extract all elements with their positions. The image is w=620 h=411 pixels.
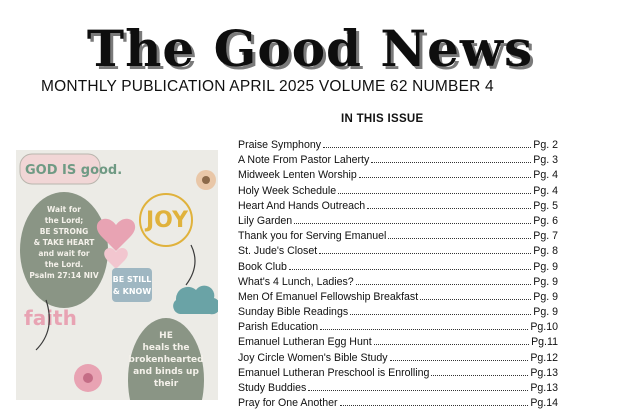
cover-text-line: BE STRONG bbox=[39, 227, 89, 236]
toc-entry bbox=[238, 244, 558, 259]
toc-entry bbox=[238, 275, 558, 290]
toc-entry-page: Pg.13 bbox=[530, 382, 558, 394]
cover-text-line: the Lord. bbox=[44, 260, 84, 269]
toc-entry-page: Pg. 2 bbox=[533, 139, 558, 151]
toc-entry bbox=[238, 153, 558, 168]
toc-entry-title: Heart And Hands Outreach bbox=[238, 199, 366, 212]
toc-entry bbox=[238, 199, 558, 214]
joy-text: JOY bbox=[146, 208, 189, 233]
cover-text-line: and wait for bbox=[38, 249, 90, 258]
toc-entry-page: Pg. 9 bbox=[533, 290, 558, 303]
toc-leader-dots bbox=[319, 244, 531, 254]
toc-leader-dots bbox=[374, 335, 529, 345]
toc-leader-dots bbox=[359, 168, 531, 178]
cover-text-line: heals the bbox=[142, 343, 190, 353]
toc-leader-dots bbox=[356, 275, 532, 285]
toc-leader-dots bbox=[320, 320, 528, 330]
toc-entry-page: Pg.13 bbox=[530, 366, 558, 379]
toc-leader-dots bbox=[420, 290, 531, 300]
toc-entry-title: A Note From Pastor Laherty bbox=[238, 154, 370, 167]
toc-entry-page: Pg. 3 bbox=[533, 154, 558, 167]
toc-leader-dots bbox=[338, 184, 531, 194]
table-of-contents bbox=[238, 138, 558, 411]
toc-entry bbox=[238, 366, 558, 381]
toc-entry-title: Pray for One Another bbox=[238, 397, 338, 410]
toc-entry-page: Pg. 9 bbox=[533, 260, 558, 273]
cover-text-line: brokenhearted bbox=[128, 355, 204, 365]
cover-text-line: their bbox=[153, 379, 179, 389]
toc-leader-dots bbox=[294, 214, 531, 224]
toc-entry-page: Pg. 4 bbox=[533, 184, 558, 197]
toc-entry-page: Pg. 6 bbox=[533, 214, 558, 227]
toc-entry-title: Holy Week Schedule bbox=[238, 184, 337, 197]
toc-entry-title: Emanuel Lutheran Egg Hunt bbox=[238, 336, 372, 349]
toc-leader-dots bbox=[371, 153, 531, 163]
toc-entry bbox=[238, 305, 558, 320]
toc-leader-dots bbox=[431, 366, 528, 376]
publication-line: MONTHLY PUBLICATION APRIL 2025 VOLUME 62 NUMBER 4 bbox=[41, 78, 494, 95]
cover-illustration bbox=[16, 150, 218, 400]
flower-bottom-center bbox=[83, 373, 93, 383]
toc-entry-title: Study Buddies bbox=[238, 382, 307, 394]
masthead bbox=[0, 18, 620, 80]
toc-entry-page: Pg. 5 bbox=[533, 199, 558, 212]
toc-leader-dots bbox=[388, 229, 531, 239]
contents-heading: IN THIS ISSUE bbox=[341, 113, 424, 125]
toc-leader-dots bbox=[340, 396, 529, 406]
toc-entry bbox=[238, 184, 558, 199]
cover-text-line: the Lord; bbox=[44, 216, 84, 225]
cover-text-line: HE bbox=[159, 331, 173, 341]
toc-leader-dots bbox=[323, 138, 531, 148]
toc-entry bbox=[238, 229, 558, 244]
toc-entry-page: Pg. 4 bbox=[533, 169, 558, 182]
toc-entry-title: Midweek Lenten Worship bbox=[238, 169, 357, 182]
flower-top-center bbox=[202, 176, 210, 184]
toc-entry bbox=[238, 396, 558, 411]
toc-leader-dots bbox=[367, 199, 531, 209]
toc-entry bbox=[238, 260, 558, 275]
cover-text-line: BE STILL bbox=[112, 275, 152, 284]
toc-entry-page: Pg.14 bbox=[530, 397, 558, 410]
toc-entry bbox=[238, 351, 558, 366]
toc-entry-title: Men Of Emanuel Fellowship Breakfast bbox=[238, 290, 419, 303]
toc-entry bbox=[238, 290, 558, 305]
cover-text-line: & TAKE HEART bbox=[33, 238, 95, 247]
toc-entry-title: Parish Education bbox=[238, 321, 319, 334]
newsletter-title: The Good News bbox=[86, 19, 534, 78]
toc-entry-title: Lily Garden bbox=[238, 214, 293, 227]
toc-entry-page: Pg. 7 bbox=[533, 230, 558, 243]
toc-entry-page: Pg.12 bbox=[530, 351, 558, 364]
toc-entry-title: St. Jude's Closet bbox=[238, 245, 318, 258]
toc-leader-dots bbox=[390, 351, 529, 361]
faith-text: faith bbox=[24, 306, 77, 330]
toc-entry-page: Pg. 8 bbox=[533, 245, 558, 258]
toc-entry-title: Emanuel Lutheran Preschool is Enrolling bbox=[238, 366, 430, 379]
toc-entry-page: Pg.10 bbox=[530, 321, 558, 334]
toc-entry-title: Thank you for Serving Emanuel bbox=[238, 230, 387, 243]
toc-entry-page: Pg. 9 bbox=[533, 306, 558, 319]
cover-text-line: Psalm 27:14 NIV bbox=[29, 271, 99, 280]
toc-entry bbox=[238, 320, 558, 335]
toc-leader-dots bbox=[350, 305, 531, 315]
toc-entry-title: What's 4 Lunch, Ladies? bbox=[238, 275, 354, 288]
toc-entry-title: Praise Symphony bbox=[238, 139, 322, 151]
toc-entry bbox=[238, 335, 558, 350]
cover-art-svg bbox=[16, 150, 218, 400]
toc-entry bbox=[238, 214, 558, 229]
cover-text-line: and binds up bbox=[133, 367, 199, 377]
toc-entry-title: Sunday Bible Readings bbox=[238, 306, 349, 319]
toc-entry-page: Pg. 9 bbox=[533, 275, 558, 288]
god-is-good-text: GOD IS good. bbox=[25, 163, 123, 178]
toc-entry-page: Pg.11 bbox=[531, 336, 558, 349]
cover-text-line: & KNOW bbox=[112, 287, 152, 296]
toc-entry bbox=[238, 168, 558, 183]
toc-entry bbox=[238, 381, 558, 396]
be-still-tag bbox=[112, 268, 152, 302]
cover-text-line: Wait for bbox=[47, 205, 81, 214]
toc-leader-dots bbox=[289, 260, 531, 270]
toc-entry-title: Joy Circle Women's Bible Study bbox=[238, 351, 388, 364]
toc-entry bbox=[238, 138, 558, 153]
toc-leader-dots bbox=[308, 381, 528, 391]
toc-entry-title: Book Club bbox=[238, 260, 287, 273]
